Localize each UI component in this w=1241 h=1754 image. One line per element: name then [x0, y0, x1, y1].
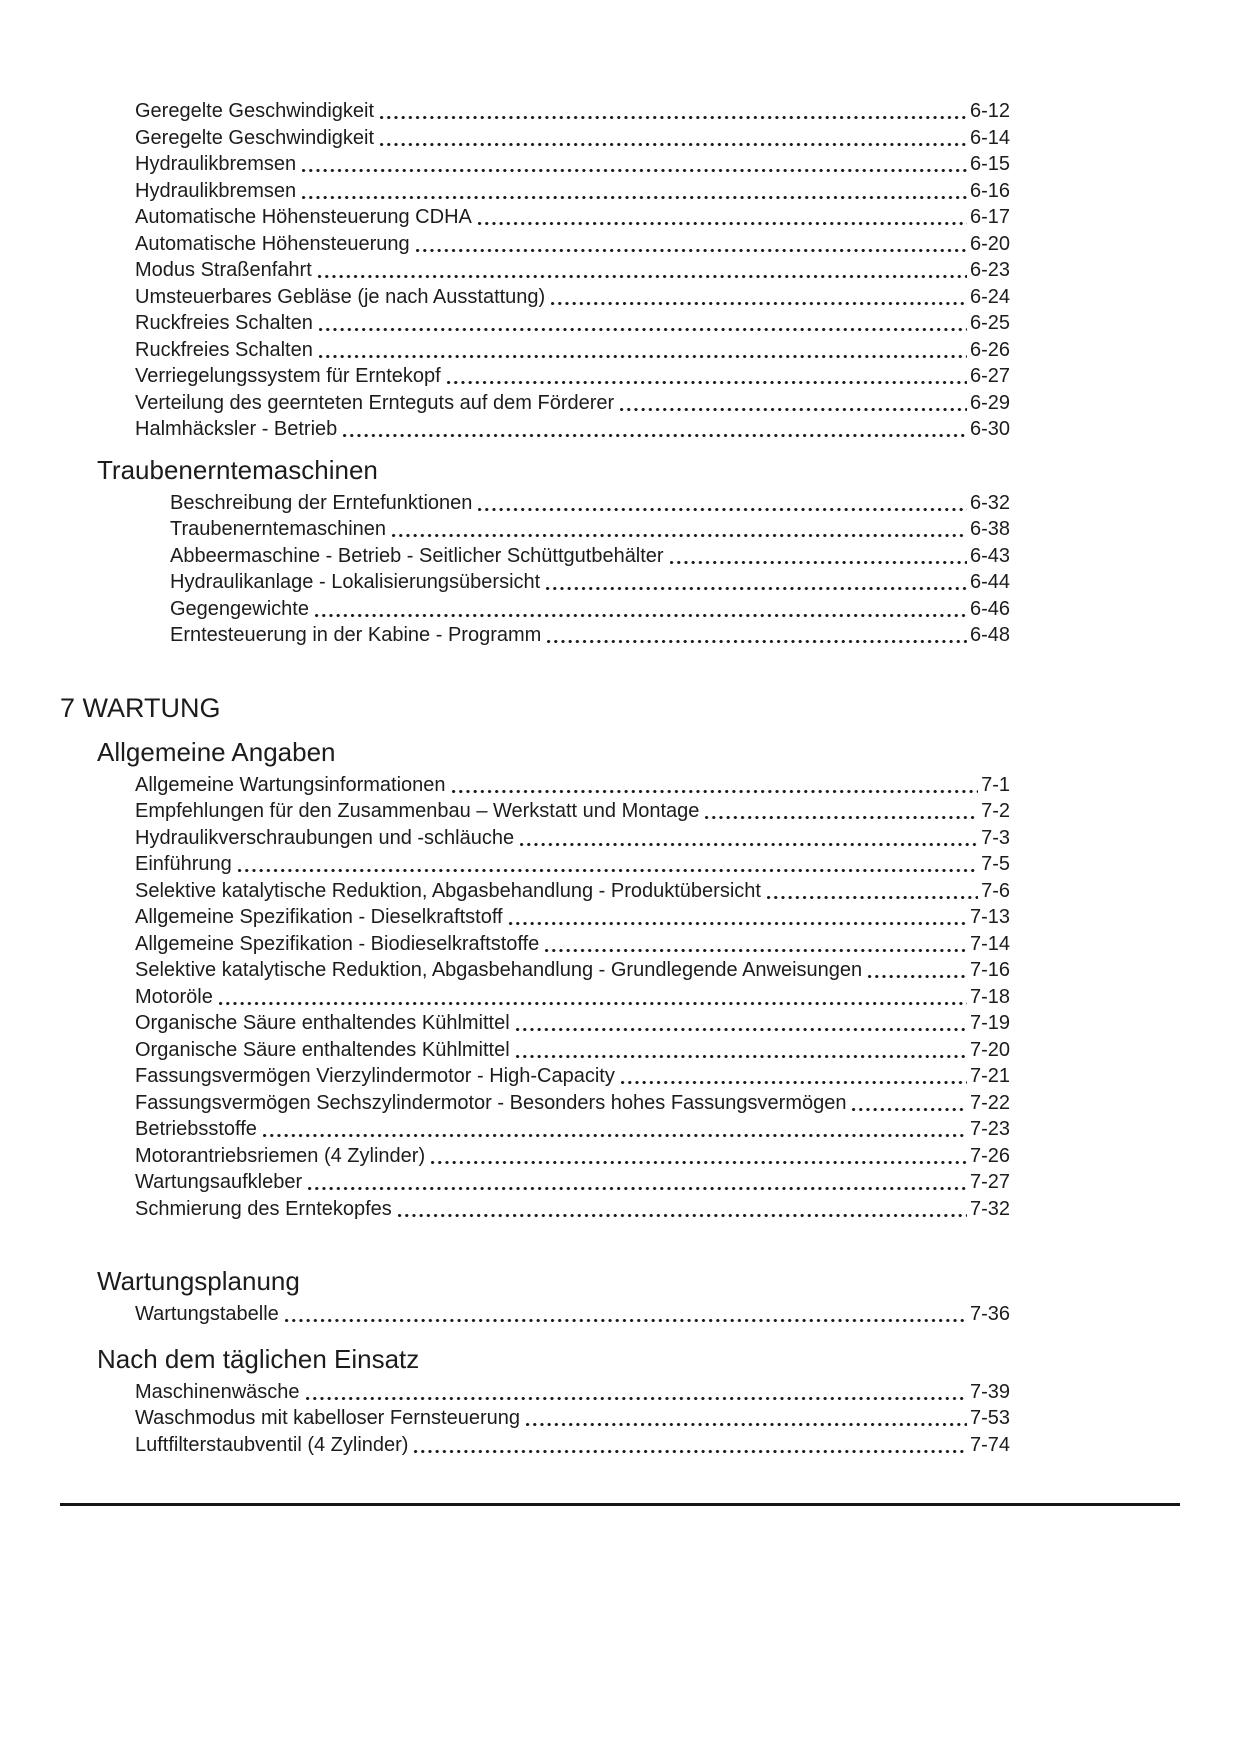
- toc-leader-dots: [318, 275, 967, 278]
- toc-entry-page: 7-14: [969, 932, 1010, 955]
- toc-entry-title: Automatische Höhensteuerung: [135, 232, 410, 255]
- toc-entry-title: Beschreibung der Erntefunktionen: [170, 491, 473, 514]
- toc-entry-title: Empfehlungen für den Zusammenbau – Werkstatt und Montage: [135, 800, 700, 822]
- toc-entry-page: 6-14: [969, 126, 1010, 149]
- toc-entry: [170, 543, 1010, 570]
- toc-entry: [135, 284, 1010, 311]
- toc-leader-dots: [343, 434, 967, 437]
- toc-leader-dots: [308, 1187, 967, 1190]
- toc-entry-title: Fassungsvermögen Vierzylindermotor - High-Capacity: [135, 1065, 615, 1087]
- toc-leader-dots: [416, 249, 967, 252]
- toc-entry: [135, 1037, 1010, 1064]
- toc-leader-dots: [319, 355, 967, 358]
- toc-leader-dots: [431, 1161, 967, 1164]
- toc-entry-page: 7-16: [969, 959, 1010, 981]
- toc-entry-page: 7-18: [969, 985, 1010, 1008]
- toc-entry-title: Selektive katalytische Reduktion, Abgasbehandlung - Produktübersicht: [135, 879, 761, 902]
- toc-entry-title: Automatische Höhensteuerung CDHA: [135, 206, 472, 228]
- toc-entry: [170, 569, 1010, 596]
- toc-leader-dots: [620, 408, 967, 411]
- toc-entry-page: 6-24: [969, 285, 1010, 308]
- toc-entry-title: Geregelte Geschwindigkeit: [135, 126, 375, 149]
- toc-leader-dots: [398, 1214, 967, 1217]
- toc-entry-title: Luftfilterstaubventil (4 Zylinder): [135, 1433, 409, 1456]
- toc-entry-page: 6-44: [969, 571, 1010, 593]
- toc-leader-dots: [705, 816, 978, 819]
- toc-leader-dots: [285, 1319, 967, 1322]
- toc-entry-page: 7-20: [969, 1038, 1010, 1061]
- toc-entry-title: Geregelte Geschwindigkeit: [135, 100, 375, 122]
- toc-leader-dots: [263, 1134, 967, 1137]
- section-heading-nach-dem-taeglichen-einsatz: Nach dem täglichen Einsatz: [97, 1343, 420, 1374]
- toc-entry-title: Hydraulikanlage - Lokalisierungsübersicht: [170, 571, 541, 593]
- toc-entry: [135, 363, 1010, 390]
- toc-entry-title: Selektive katalytische Reduktion, Abgasbehandlung - Grundlegende Anweisungen: [135, 959, 863, 981]
- toc-entry-title: Allgemeine Spezifikation - Dieselkraftstoff: [135, 906, 503, 928]
- toc-entry-page: 6-15: [969, 153, 1010, 175]
- toc-leader-dots: [547, 640, 967, 643]
- toc-entry-title: Erntesteuerung in der Kabine - Programm: [170, 624, 542, 646]
- toc-entry-title: Hydraulikbremsen: [135, 153, 297, 175]
- toc-entry: [135, 878, 1010, 905]
- toc-entry: [135, 1301, 1010, 1328]
- toc-entry-page: 6-32: [969, 491, 1010, 514]
- toc-entry-title: Allgemeine Spezifikation - Biodieselkraftstoffe: [135, 932, 540, 955]
- toc-entry-title: Wartungsaufkleber: [135, 1171, 303, 1193]
- toc-entry-title: Abbeermaschine - Betrieb - Seitlicher Schüttgutbehälter: [170, 544, 664, 567]
- toc-entry: [135, 1196, 1010, 1223]
- toc-block: [60, 1379, 1180, 1459]
- toc-entry: [135, 798, 1010, 825]
- toc-entry-page: 7-27: [969, 1171, 1010, 1193]
- toc-entry-title: Betriebsstoffe: [135, 1118, 257, 1140]
- toc-leader-dots: [621, 1081, 967, 1084]
- toc-entry-title: Schmierung des Erntekopfes: [135, 1197, 392, 1220]
- toc-leader-dots: [219, 1002, 967, 1005]
- toc-entry: [170, 622, 1010, 649]
- toc-entry-page: 7-22: [969, 1091, 1010, 1114]
- toc-leader-dots: [392, 534, 967, 537]
- toc-entry-page: 7-13: [969, 906, 1010, 928]
- toc-entry-title: Maschinenwäsche: [135, 1380, 300, 1403]
- toc-entry: [135, 151, 1010, 178]
- toc-entry-title: Fassungsvermögen Sechszylindermotor - Besonders hohes Fassungsvermögen: [135, 1091, 847, 1114]
- toc-leader-dots: [852, 1108, 967, 1111]
- toc-leader-dots: [414, 1450, 967, 1453]
- toc-entry: [135, 416, 1010, 443]
- toc-leader-dots: [306, 1397, 967, 1400]
- toc-leader-dots: [447, 381, 967, 384]
- toc-block: [60, 1301, 1180, 1328]
- toc-leader-dots: [516, 1028, 967, 1031]
- toc-entry: [135, 825, 1010, 852]
- toc-entry-page: 7-2: [981, 800, 1010, 822]
- toc-leader-dots: [767, 896, 978, 899]
- toc-entry: [135, 1116, 1010, 1143]
- toc-leader-dots: [452, 790, 979, 793]
- toc-entry: [135, 1090, 1010, 1117]
- toc-entry: [135, 257, 1010, 284]
- toc-entry-page: 7-53: [969, 1407, 1010, 1429]
- toc-leader-dots: [526, 1423, 967, 1426]
- toc-leader-dots: [302, 196, 967, 199]
- toc-entry-page: 6-27: [969, 365, 1010, 387]
- toc-entry-page: 6-46: [969, 597, 1010, 620]
- toc-leader-dots: [551, 302, 967, 305]
- toc-entry: [135, 390, 1010, 417]
- toc-leader-dots: [315, 614, 967, 617]
- toc-entry: [135, 984, 1010, 1011]
- toc-entry-title: Wartungstabelle: [135, 1303, 279, 1325]
- toc-block: [60, 98, 1180, 443]
- toc-entry-page: 6-29: [969, 391, 1010, 414]
- toc-leader-dots: [520, 843, 978, 846]
- toc-entry: [135, 851, 1010, 878]
- toc-leader-dots: [238, 869, 978, 872]
- toc-entry-title: Organische Säure enthaltendes Kühlmittel: [135, 1038, 510, 1061]
- toc-entry-title: Waschmodus mit kabelloser Fernsteuerung: [135, 1407, 520, 1429]
- toc-entry: [135, 1432, 1010, 1459]
- toc-entry-page: 6-38: [969, 518, 1010, 540]
- toc-entry-page: 7-3: [981, 826, 1010, 849]
- toc-entry-page: 6-30: [969, 418, 1010, 440]
- toc-entry-page: 7-5: [981, 853, 1010, 875]
- toc-entry-page: 7-39: [969, 1380, 1010, 1403]
- toc-entry: [170, 516, 1010, 543]
- toc-entry-title: Modus Straßenfahrt: [135, 259, 312, 281]
- toc-entry-page: 7-6: [981, 879, 1010, 902]
- toc-entry-title: Traubenerntemaschinen: [170, 518, 387, 540]
- toc-leader-dots: [545, 949, 967, 952]
- toc-leader-dots: [868, 975, 967, 978]
- toc-entry: [135, 1379, 1010, 1406]
- toc-entry: [135, 772, 1010, 799]
- toc-entry-title: Verteilung des geernteten Ernteguts auf dem Förderer: [135, 391, 615, 414]
- toc-entry: [135, 178, 1010, 205]
- toc-entry: [135, 1063, 1010, 1090]
- toc-entry-page: 6-48: [969, 624, 1010, 646]
- toc-entry-page: 7-21: [969, 1065, 1010, 1087]
- toc-entry: [135, 125, 1010, 152]
- toc-entry-title: Motorantriebsriemen (4 Zylinder): [135, 1144, 426, 1167]
- toc-entry-title: Verriegelungssystem für Erntekopf: [135, 365, 441, 387]
- toc-entry-page: 6-43: [969, 544, 1010, 567]
- toc-entry-page: 7-74: [969, 1433, 1010, 1456]
- toc-leader-dots: [319, 328, 967, 331]
- toc-leader-dots: [380, 143, 967, 146]
- toc-entry: [135, 310, 1010, 337]
- toc-entry: [135, 957, 1010, 984]
- toc-leader-dots: [478, 508, 967, 511]
- toc-entry: [135, 1169, 1010, 1196]
- toc-leader-dots: [670, 561, 967, 564]
- toc-entry-page: 6-26: [969, 338, 1010, 361]
- toc-leader-dots: [509, 922, 967, 925]
- toc-entry-page: 6-23: [969, 259, 1010, 281]
- toc-leader-dots: [380, 116, 967, 119]
- toc-entry-title: Einführung: [135, 853, 232, 875]
- toc-entry-title: Hydraulikverschraubungen und -schläuche: [135, 826, 515, 849]
- toc-entry-title: Hydraulikbremsen: [135, 179, 297, 202]
- toc-entry: [135, 904, 1010, 931]
- toc-entry-page: 7-32: [969, 1197, 1010, 1220]
- toc-entry: [135, 1010, 1010, 1037]
- chapter-heading-wartung: 7 WARTUNG: [60, 692, 221, 723]
- section-heading-wartungsplanung: Wartungsplanung: [97, 1266, 300, 1296]
- toc-entry-page: 6-16: [969, 179, 1010, 202]
- toc-entry-title: Motoröle: [135, 985, 213, 1008]
- section-heading-allgemeine-angaben: Allgemeine Angaben: [97, 736, 336, 767]
- toc-entry-title: Ruckfreies Schalten: [135, 338, 313, 361]
- footer-rule: [60, 1503, 1180, 1506]
- toc-entry-title: Umsteuerbares Gebläse (je nach Ausstattung): [135, 285, 546, 308]
- toc-entry-page: 6-20: [969, 232, 1010, 255]
- toc-entry: [135, 98, 1010, 125]
- toc-leader-dots: [546, 587, 967, 590]
- toc-entry-title: Halmhäcksler - Betrieb: [135, 418, 338, 440]
- toc-leader-dots: [302, 169, 967, 172]
- toc-entry-page: 7-1: [981, 773, 1010, 796]
- toc-entry-page: 6-17: [969, 206, 1010, 228]
- toc-leader-dots: [478, 222, 967, 225]
- toc-block: [60, 772, 1180, 1223]
- toc-block: [60, 490, 1180, 649]
- toc-entry-page: 7-26: [969, 1144, 1010, 1167]
- toc-entry-title: Ruckfreies Schalten: [135, 312, 313, 334]
- toc-entry-page: 6-25: [969, 312, 1010, 334]
- toc-entry-title: Gegengewichte: [170, 597, 309, 620]
- toc-entry-page: 7-23: [969, 1118, 1010, 1140]
- toc-content: [60, 98, 1180, 1458]
- toc-leader-dots: [516, 1055, 967, 1058]
- toc-entry-title: Organische Säure enthaltendes Kühlmittel: [135, 1012, 510, 1034]
- toc-entry: [135, 1405, 1010, 1432]
- toc-entry: [170, 596, 1010, 623]
- toc-entry: [135, 931, 1010, 958]
- toc-entry: [135, 1143, 1010, 1170]
- toc-entry: [135, 204, 1010, 231]
- toc-entry: [170, 490, 1010, 517]
- toc-entry: [135, 231, 1010, 258]
- toc-entry-page: 6-12: [969, 100, 1010, 122]
- toc-entry-page: 7-36: [969, 1303, 1010, 1325]
- toc-entry: [135, 337, 1010, 364]
- toc-entry-page: 7-19: [969, 1012, 1010, 1034]
- section-heading-traubenerntemaschinen: Traubenerntemaschinen: [97, 454, 378, 485]
- toc-entry-title: Allgemeine Wartungsinformationen: [135, 773, 446, 796]
